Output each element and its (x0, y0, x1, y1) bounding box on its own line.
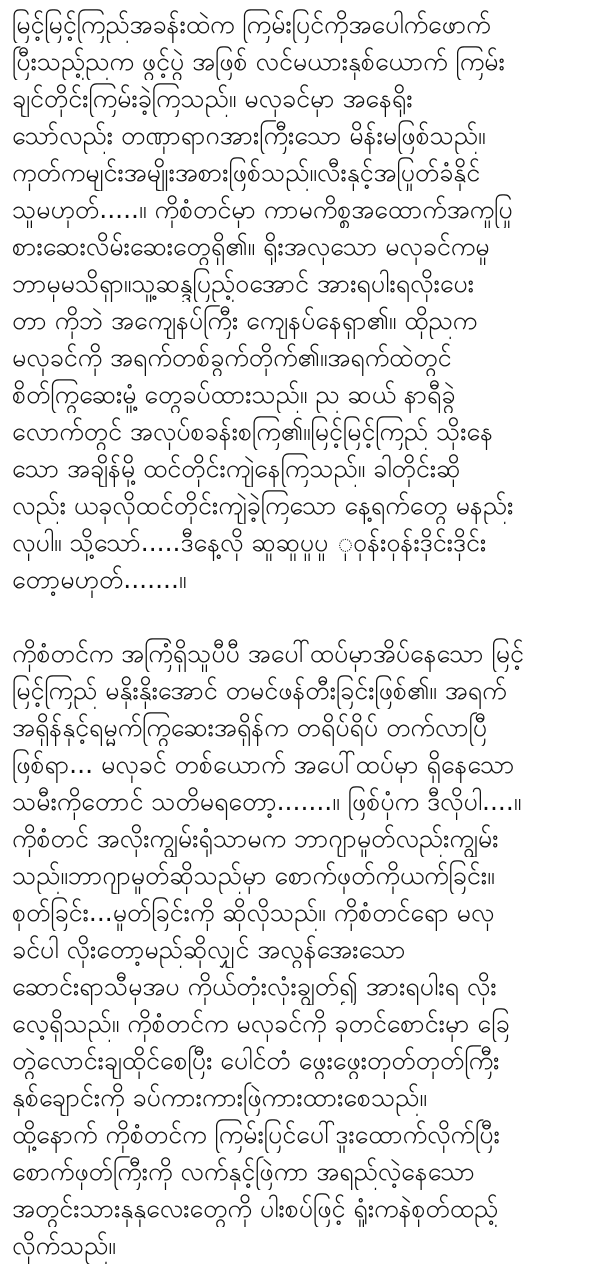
text-line: မြင့်ကြည် မနိုးနိုးအောင် တမင်ဖန်တီးခြင်းဖြစ်၏။ အရက် (12, 676, 507, 705)
text-line: ဘာမှမသိရှာ။သူ့ဆန္ဒပြည့်ဝအောင် အားရပါးရလိုးပေး (12, 269, 475, 298)
text-line: ပြီးသည့်ညက ဖွင့်ပွဲ အဖြစ် လင်မယားနှစ်ယောက် ကြမ်း (12, 47, 505, 76)
text-line: သည်။ဘာဂျာမှုတ်ဆိုသည်မှာ စောက်ဖုတ်ကိုယက်ခြင်း။ (12, 861, 495, 890)
text-line: ကုတ်ကမျင်းအမျိုးအစားဖြစ်သည်။လီးနှင့်အပြုတ်ခံနိုင် (12, 158, 481, 187)
text-line: စိတ်ကြွဆေးမှုံ့ တွေခပ်ထားသည်။ ည ဆယ် နာရီခွဲ (12, 380, 456, 409)
text-line: သော်လည်း တဏှာရာဂအားကြီးသော မိန်းမဖြစ်သည်။ (12, 121, 486, 150)
text-line: လေ့ရှိသည်။ ကိုစံတင်က မလှခင်ကို ခုတင်စောင်းမှာ ခြေ (12, 1009, 510, 1038)
text-line: စားဆေးလိမ်းဆေးတွေရှိ၏။ ရိုးအလှသော မလှခင်ကမူ (12, 232, 490, 261)
text-line: စုတ်ခြင်း...မှုတ်ခြင်းကို ဆိုလိုသည်။ ကိုစံတင်ရော မလှ (12, 898, 495, 927)
text-line: ဖြစ်ရာ... မလှခင် တစ်ယောက် အပေါ်ထပ်မှာ ရှိနေသော (12, 750, 515, 779)
text-line: သမီးကိုတောင် သတိမရတော့.......။ ဖြစ်ပုံက ဒီလိုပါ....။ (12, 787, 522, 816)
text-line: ဆောင်းရာသီမှအပ ကိုယ်တုံးလုံးချွတ်၍ အားရပါးရ လိုး (12, 972, 497, 1001)
text-line: မလှခင်ကို အရက်တစ်ခွက်တိုက်၏။အရက်ထဲတွင် (12, 343, 452, 372)
paragraph-2 (12, 635, 596, 1264)
text-line: သော အချိန်မို့ ထင်တိုင်းကျဲနေကြသည်။ ခါတိုင်းဆို (12, 454, 461, 483)
text-line: လည်း ယခုလိုထင်တိုင်းကျဲခဲ့ကြသော နေ့ရက်တွေ မနည်း (12, 491, 514, 520)
text-line: တော့မဟုတ်.......။ (12, 565, 187, 594)
text-line: တွဲလောင်းချထိုင်စေပြီး ပေါင်တံ ဖွေးဖွေးတုတ်တုတ်ကြီး (12, 1046, 500, 1075)
text-line: သူမဟုတ်.....။ ကိုစံတင်မှာ ကာမကိစ္စအထောက်အကူပြု (12, 195, 513, 224)
text-line: ခင်ပါ လိုးတော့မည်ဆိုလျှင် အလွန်အေးသော (12, 935, 406, 964)
text-line: လိုက်သည်။ (12, 1231, 116, 1260)
text-line: စောက်ဖုတ်ကြီးကို လက်နှင့်ဖြဲကာ အရည်လဲ့နေသော (12, 1157, 475, 1186)
text-line: ထို့နောက် ကိုစံတင်က ကြမ်းပြင်ပေါ်ဒူးထောက်လိုက်ပြီး (12, 1120, 500, 1149)
paragraph-spacer (12, 598, 596, 635)
text-line: လှပါ။ သို့သော်.....ဒီနေ့လို ဆူဆူပူပူ ုဝုန်းဝုန်းဒိုင်းဒိုင်း (12, 528, 487, 557)
text-line: တာ ကိုဘဲ အကျေနပ်ကြီး ကျေနပ်နေရှာ၏။ ထိုညက (12, 306, 478, 335)
text-line: ကိုစံတင် အလိုးကျွမ်းရုံသာမက ဘာဂျာမှုတ်လည်းကျွမ်း (12, 824, 499, 853)
text-line: အတွင်းသားနုနုလေးတွေကို ပါးစပ်ဖြင့် ရှုံးကနဲစုတ်ထည့် (12, 1194, 499, 1223)
text-line: လောက်တွင် အလုပ်စခန်းစကြ၏။မြင့်မြင့်ကြည် သိုးနေ (12, 417, 494, 446)
text-line: မြင့်မြင့်ကြည်အခန်းထဲက ကြမ်းပြင်ကိုအပေါက်ဖောက် (12, 10, 491, 39)
text-line: နှစ်ချောင်းကို ခပ်ကားကားဖြဲကားထားစေသည်။ (12, 1083, 427, 1112)
text-line: ချင်တိုင်းကြမ်းခဲ့ကြသည်။ မလှခင်မှာ အနေရိုး (12, 84, 413, 113)
text-line: ကိုစံတင်က အကြံရှိသူပီပီ အပေါ်ထပ်မှာအိပ်နေသော မြင့် (12, 639, 524, 668)
text-line: အရှိန်နှင့်ရမ္မက်ကြွဆေးအရှိန်က တရိပ်ရိပ် တက်လာပြီ (12, 713, 488, 742)
paragraph-1 (12, 6, 596, 598)
